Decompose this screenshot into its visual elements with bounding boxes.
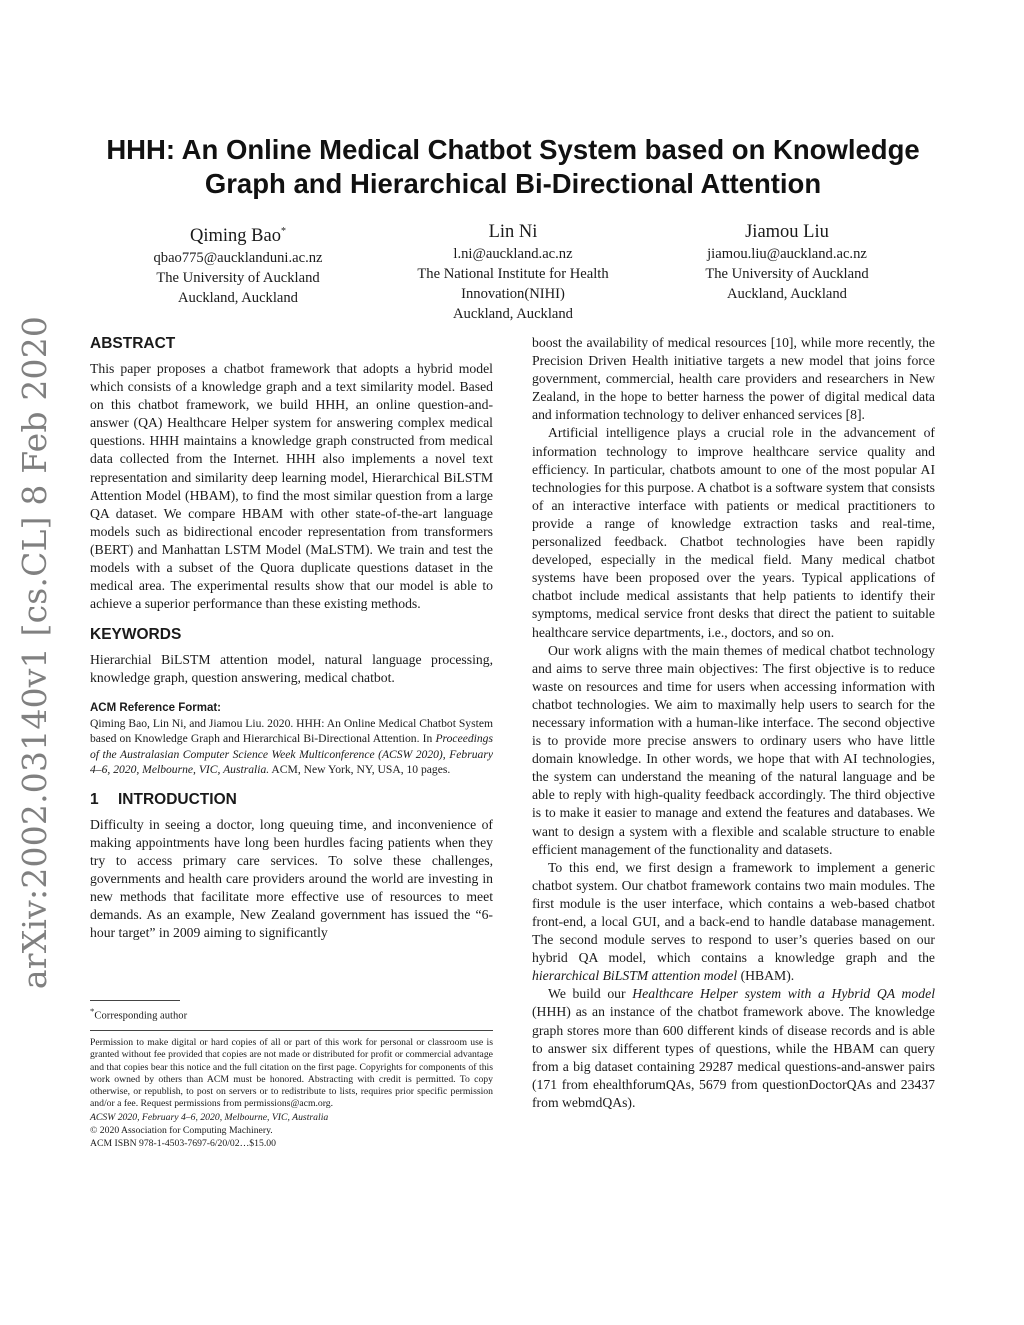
arxiv-identifier [2,315,68,989]
author-2 [373,220,653,324]
intro-paragraph-1-continued: boost the availability of medical resources [10], while more recently, the Precision Driven Health initiative targets a new model that joins force government, commercial, health care providers and researchers in New Zealand, in the hope to better harness the power of digital medical data and information technology to deliver enhanced services [8]. [532,335,935,423]
permission-block [90,1030,493,1150]
author-location: Auckland, Auckland [178,290,298,307]
footnote-text: Corresponding author [94,1010,188,1022]
title-line-2: Graph and Hierarchical Bi-Directional Attention [204,168,822,199]
section-number: 1 [90,790,99,808]
author-name: Qiming Bao* [190,226,286,247]
intro-paragraph-2: Artificial intelligence plays a crucial role in the advancement of information technology to improve healthcare service quality and efficiency. In particular, chatbots amount to one of the most popular AI technologies for this purpose. A chatbot is a software system that consists of an interactive interface with patients or medical practitioners to provide a range of knowledge extraction tasks and real-time, personalized feedback. Chatbot technologies have been rapidly developed, especially in the medical field. Many medical chatbot systems have been proposed over the years. Typical applications of chatbot include medical assistants that help patients to identify their symptoms, medical service front desks that direct the patient to suitable healthcare service departments, i.e., doctors, and so on. [532,425,935,640]
arxiv-identifier-text: arXiv:2002.03140v1 [cs.CL] 8 Feb 2020 [15,315,55,989]
acm-reference-text: Qiming Bao, Lin Ni, and Jiamou Liu. 2020. HHH: An Online Medical Chatbot System based on Knowledge Graph and Hierarchical Bi-Directional Attention. In Proceedings of the Australasian Computer Science Week Multiconference (ACSW 2020), February 4–6, 2020, Melbourne, VIC, Australia. ACM, New York, NY, USA, 10 pages. [90,716,493,776]
author-affiliation-cont: Innovation(NIHI) [461,286,565,302]
conference-line: ACSW 2020, February 4–6, 2020, Melbourne, VIC, Australia [90,1111,329,1123]
isbn-line: ACM ISBN 978-1-4503-7697-6/20/02…$15.00 [90,1138,276,1150]
title-line-1: HHH: An Online Medical Chatbot System based on Knowledge [106,134,920,165]
intro-paragraph-4: To this end, we first design a framework to implement a generic chatbot system. Our chatbot framework contains two main modules. The first module is the user interface, which contains a web-based chatbot front-end, a local GUI, and a back-end to handle database management. The second module serves to respond to user’s queries based on our hybrid QA model, which contains a knowledge graph and the hierarchical BiLSTM attention model (HBAM). [532,859,935,984]
author-email[interactable]: qbao775@aucklanduni.ac.nz [153,250,323,267]
author-1 [98,220,378,308]
author-location: Auckland, Auckland [453,306,573,322]
footnote-rule [90,1000,180,1001]
permission-rule [90,1030,493,1031]
author-email[interactable]: jiamou.liu@auckland.ac.nz [707,246,867,262]
author-3 [647,220,927,304]
abstract-heading: ABSTRACT [90,335,176,352]
copyright-line: © 2020 Association for Computing Machinery. [90,1124,273,1136]
keywords-heading: KEYWORDS [90,626,182,644]
corresponding-author-footnote [90,1000,493,1023]
acm-reference-heading: ACM Reference Format: [90,701,221,714]
intro-paragraph-3: Our work aligns with the main themes of medical chatbot technology and aims to serve three main objectives: The first objective is to reduce waste on resources and time for users when accessing information with chatbot technologies. We aim to maximally help users to search for the necessary information with a human-like interface. The second objective is to provide more precise answers to ordinary users who have little domain knowledge. In other words, we hope that with AI technologies, the system can understand the meaning of the natural language and be able to reply with high-quality feedback accordingly. The third objective is to make it easier to manage and extend the features and databases. We want to design a system with a flexible and scalable structure to enable efficient management of the functionality and datasets. [532,642,935,857]
author-location: Auckland, Auckland [727,286,847,302]
author-name: Lin Ni [488,222,538,242]
paper-title [92,133,934,201]
author-mark: * [280,226,286,237]
author-name: Jiamou Liu [745,222,829,242]
author-email[interactable]: l.ni@auckland.ac.nz [453,246,573,262]
right-column [532,334,935,1112]
intro-paragraph-1: Difficulty in seeing a doctor, long queuing time, and inconvenience of making appointments have long been hurdles facing patients when they try to access primary care services. To solve these challenges, governments and health care providers around the world are investing in new methods that facilitate more effective use of resources to meet demands. As an example, New Zealand government has issued the “6-hour target” in 2009 aiming to significantly [90,816,493,941]
author-block [92,220,934,330]
left-column [90,334,493,942]
author-affiliation: The University of Auckland [705,266,869,282]
keywords-text: Hierarchial BiLSTM attention model, natural language processing, knowledge graph, question answering, medical chatbot. [90,652,493,686]
introduction-heading: 1 INTRODUCTION [90,790,237,808]
footnote-mark: * [90,1006,95,1016]
abstract-text: This paper proposes a chatbot framework that adopts a hybrid model which consists of a knowledge graph and a text similarity model. Based on this chatbot framework, we build HHH, an online question-and-answer (QA) Healthcare Helper system for answering complex medical questions. HHH maintains a knowledge graph constructed from medical data collected from the Internet. HHH also implements a novel text representation and similarity deep learning model, Hierarchical BiLSTM Attention Model (HBAM), to find the most similar question from a large QA dataset. We compare HBAM with other state-of-the-art language models such as bidirectional encoder representation from transformers (BERT) and Manhattan LSTM Model (MaLSTM). We train and test the models with a subset of the Quora duplicate questions dataset in the medical area. The experimental results show that our model is able to achieve a superior performance than these existing methods. [90,361,493,612]
permission-text: Permission to make digital or hard copies of all or part of this work for personal or classroom use is granted without fee provided that copies are not made or distributed for profit or commercial advantage and that copies bear this notice and the full citation on the first page. Copyrights for components of this work owned by others than ACM must be honored. Abstracting with credit is permitted. To copy otherwise, or republish, to post on servers or to redistribute to lists, requires prior specific permission and/or a fee. Request permissions from permissions@acm.org. [90,1037,493,1110]
author-affiliation: The University of Auckland [156,270,320,287]
author-affiliation: The National Institute for Health [417,266,609,282]
intro-paragraph-5: We build our Healthcare Helper system with a Hybrid QA model (HHH) as an instance of the chatbot framework above. The knowledge graph stores more than 600 different kinds of disease records and is able to answer six different types of questions, while the HBAM can query from a big dataset containing 29287 medical questions-and-answer pairs (171 from ehealthforumQAs, 5679 from questionDoctorQAs and 23437 from webmdQAs). [532,986,935,1110]
